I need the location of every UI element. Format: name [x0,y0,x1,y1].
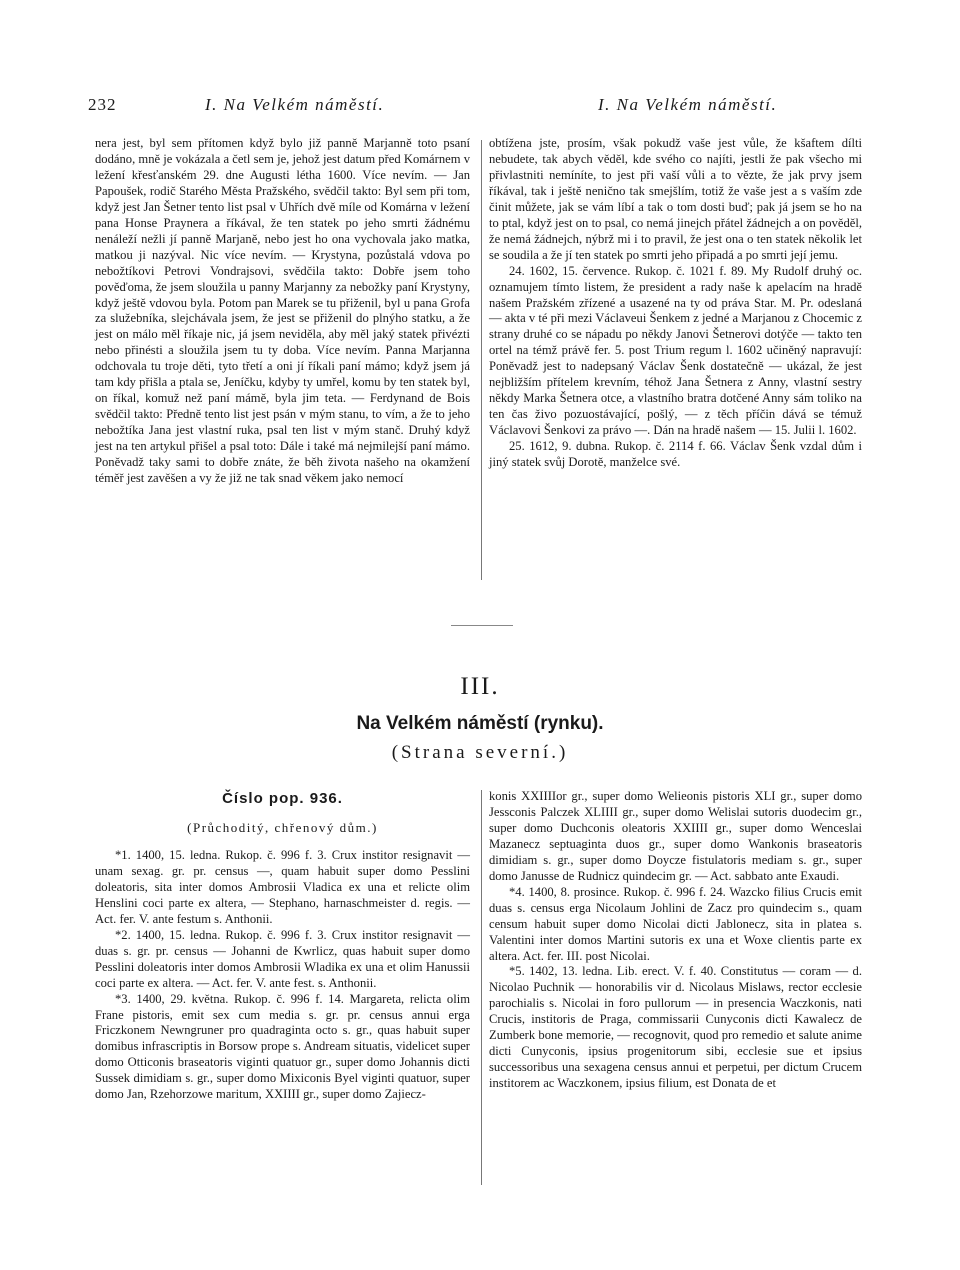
paragraph: 25. 1612, 9. dubna. Rukop. č. 2114 f. 66. Václav Šenk vzdal dům i jiný statek svůj Dorotě, manželce své. [489,439,862,470]
top-left-column [95,136,470,487]
paragraph: *3. 1400, 29. května. Rukop. č. 996 f. 14. Margareta, relicta olim Frane pistoris, emit sex cum media s. gr. pr. census annui erga Friczkonem Newngruner pro quadraginta octo s. gr., quas habuit super domibus infrascriptis in Borsow prope s. Andream situatis, videlicet super domo Otticonis braseatoris viginti quatuor gr., super domo Johannis dicti Sussek dimidiam s. gr., super domo Mixiconis Byel viginti quatuor, super domo Jan, Rzehorzowe maritum, XXIIII gr., super domo Zajiecz- [95,991,470,1102]
paragraph: *5. 1402, 13. ledna. Lib. erect. V. f. 40. Constitutus — coram — d. Nicolao Puchnik — honorabilis vir d. Nicolaus Mislaws, rector ecclesie parochialis s. Nicolai in foro pullorum — in presencia Waczkonis, nati Crucis, institoris de Praga, commissarii Cunyconis dicti Kawalecz de Zumberk bone memorie, — recognovit, quod pro remedio et salute anime dicti Cunyconis, ipsius progenitorum sibi, ecclesie sue et ipsius successoribus una sexagena census annui et perpetui, per dictum Crucem institorem ac Waczkonem, ipsius filium, est Donata de et [489,964,862,1091]
column-divider-bottom [481,790,482,1185]
paragraph: nera jest, byl sem přítomen když bylo již panně Marjanně toto psaní dodáno, mně je vokázala a četl sem je, jehož jest datum před Komárnem v ležení křesťanském 29. dne Augusti létha 1600. Více nevím. — Jan Papoušek, rodič Starého Města Pražského, svědčil takto: Byl sem při tom, když jest Jan Šetner tento list psal v Uhřích dvě míle od Komárna v ležení pana Honse Praynera a říkával, že ten statek po jeho smrti žádnému nenáleží nežli jí panně Marjaně, nebo jest ho ona vychovala jako matka, matkou ji nazýval. Nic více nevím. — Krystyna, pozůstalá vdova po nebožtíkovi Petrovi Vondrajsovi, svědčila takto: Dobře jsem toho pověďoma, že jsem sloužila u panny Marjanny za nebožky paní Krystyny, když ještě vdovou byla. Potom pan Marek se tu přiženil, byl u pana Grofa za služebníka, slejchávala jsem, že jest se přiženil do plnýho statku, a že jest on málo měl říkaje nic, já jsem neviděla, aby měl jaký statek přivézti nebo přinésti a sloužila jsem tu ty doba. Více nevím. Panna Marjanna odchovala tu troje děti, tyto třetí a oni jí říkali paní mámo; když jsem já tam kdy přišla a ptala se, Jeníčku, kdyby ty umřel, komu by ten statek byl, on říkal, komuž než paní mámě, byla jim teta. — Ferdynand de Bois svědčil takto: Předně tento list jest psán v mým stanu, to vím, a že to jeho nebožtíka Jana jest vlastní ruka, psal ten list v mým stanč. Druhý když jest na ten artykul přišel a psal toto: Dále i také má nejmilejší paní mámo. Poněvadž taky sami to dobře znáte, že běh života našeho na okamžení téměř jest zavěšen a vy že již ne tak snad věkem jako nemocí [95,136,470,486]
paragraph: *1. 1400, 15. ledna. Rukop. č. 996 f. 3. Crux institor resignavit — unam sexag. gr. pr. census —, quam habuit super domo Pesslini doleatoris, sita inter domos Ambrosii Vladica ex una et relicte olim Henslini coci parte ex altera, — Stephano, harnaschmeister d. regis. — Act. fer. V. ante festum s. Anthonii. [95,848,470,926]
running-head-left: I. Na Velkém náměstí. [205,95,385,114]
paragraph: *4. 1400, 8. prosince. Rukop. č. 996 f. 24. Wazcko filius Crucis emit duas s. census erga Nicolaum Johlini de Zacz pro quindecim s., quam censum habuit super domo Nicolai dicti Jablonecz, sita in platea s. Valentini inter domos Martini sutoris ex una et Woxe clientis parte ex altera. Act. fer. III. post Nicolai. [489,884,862,963]
top-right-column [489,136,862,471]
section-title: Na Velkém náměstí (rynku). [356,713,604,734]
bottom-right-column [489,789,862,1092]
section-number: III. [460,673,500,700]
paragraph: 24. 1602, 15. července. Rukop. č. 1021 f. 89. My Rudolf druhý oc. oznamujem tímto listem, že president a rady naše k apelacím na hradě našem Pražském zřízené a usazené na ty od práva Star. M. Pr. odeslaná — akta v té při mezi Václaveui Šenkem z jedné a Marjanou z Chocemic z strany druhé co se nápadu po někdy Janovi Šetnerovi dotýče — takto ten ortel na témž právě fer. 5. post Trium regum l. 1602 učiněný napravují: Poněvadž jest to nadepsaný Václav Šenk dostatečně — ukázal, že jest nejbližším přítelem krevním, téhož Jana Šetnera z Anny, vlastní sestry někdy Marka Šetnera otce, a vlastního bratra dotčené Anny sám toliko na ten čas živo pozuostávající, pošlý, — z těch příčin dává se témuž Václavovi Šenkovi za právo —. Dán na hradě našem — 15. Julii l. 1602. [489,263,862,438]
paragraph: obtížena jste, prosím, však pokudž vaše jest vůle, že kšaftem dílti nebudete, tak abych věděl, kde svého co najíti, jestli že pak všecho mi přivlastniti nemíníte, to jest při vaší vůli a to vězte, že jak prvy jsem říkával, tak i ještě nenično tak smejšlím, totiž že vaše jest a s vaším zde činit můžete, jak se vám líbí a tak o tom dosti buď; pak já jsem se ho na to ptal, když jest on to psal, co nemá jinejch přátel žádnejch a on pověděl, že nemá žádnejch, nýbrž mi i to pravil, že jest ona o ten statek několik let se soudila a že jí ten statek po smrti jeho připadá a po smrti její jemu. [489,136,862,262]
paragraph: *2. 1400, 15. ledna. Rukop. č. 996 f. 3. Crux institor resignavit — duas s. gr. pr. census — Johanni de Kwrlicz, quas habuit super domo Pesslini doleatoris inter domos Ambrosii Wladika ex una et olim Hanussii coci parte ex altera. — Act. fer. V. ante fest. s. Anthonii. [95,927,470,990]
column-divider-top [481,140,482,580]
house-number-heading: Číslo pop. 936. [222,790,343,807]
page-number: 232 [88,95,117,114]
section-subtitle: (Strana severní.) [391,742,569,763]
separator-rule [451,625,513,626]
running-head-right: I. Na Velkém náměstí. [598,95,778,114]
paragraph: konis XXIIIIor gr., super domo Welieonis pistoris XLI gr., super domo Jessconis Palczek XLIIII gr., super domo Welislai sutoris duodecim gr., super domo Duchconis oleatoris XXIIII gr., super domo Wenceslai Mazanecz septuaginta duos gr., super domo Wankonis braseatoris dimidiam s. gr., super domo Doycze fistulatoris mediam s. gr., super domo Janusse de Rudnicz quindecim gr. — Act. sabbato ante Exaudi. [489,789,862,883]
house-name: (Průchoditý, chřenový dům.) [187,820,378,835]
bottom-left-column [95,848,470,1103]
